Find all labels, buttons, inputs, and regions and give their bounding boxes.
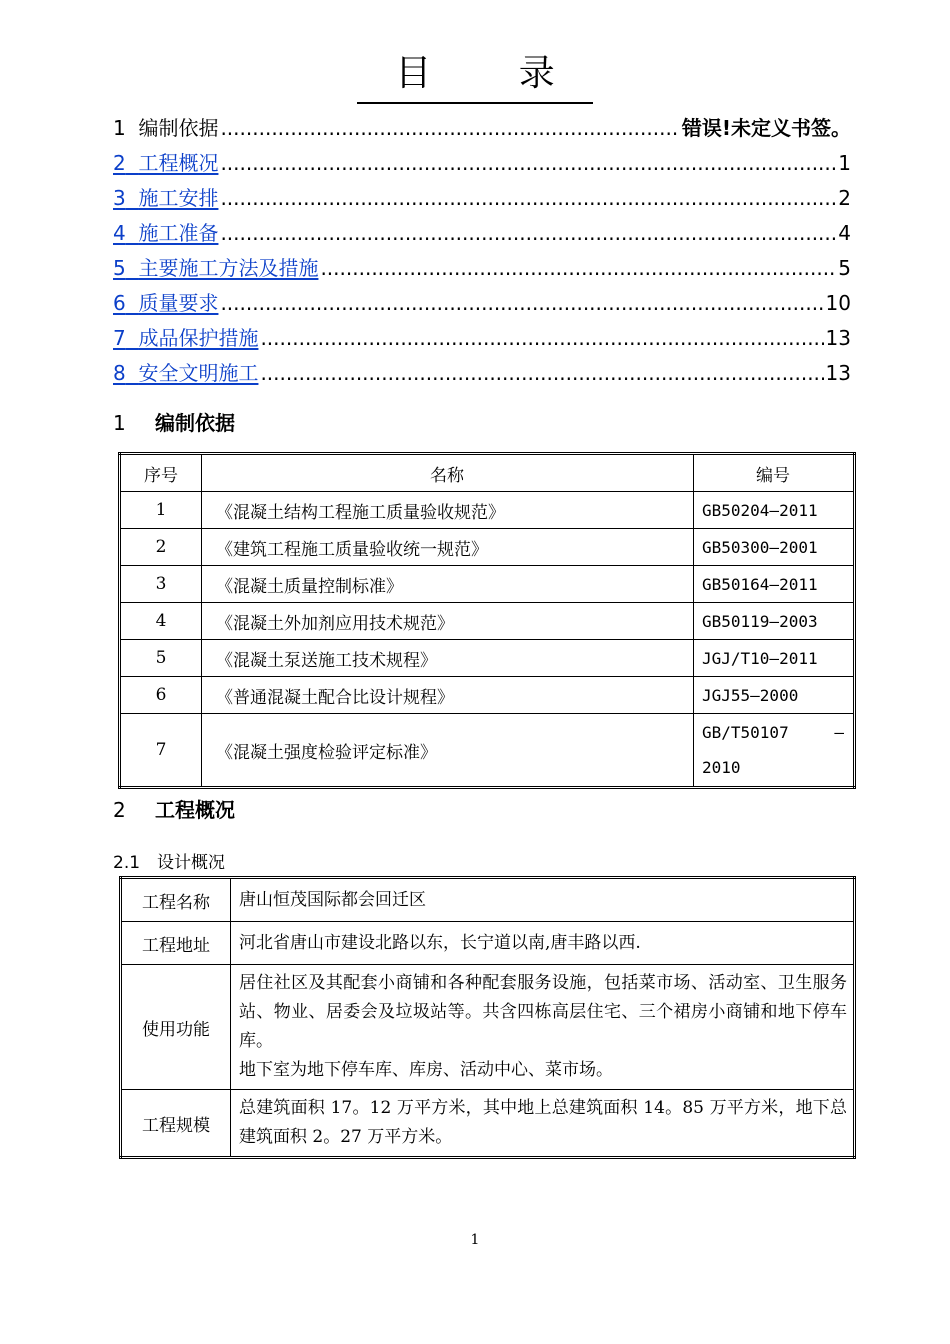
row-num: 3 <box>120 566 202 603</box>
toc-entry-link[interactable]: 8 安全文明施工 <box>113 361 259 385</box>
row-code-line: GB/T50107 — <box>702 723 844 742</box>
project-address-value: 河北省唐山市建设北路以东，长宁道以南,唐丰路以西. <box>231 922 855 965</box>
toc-dot-leader <box>220 151 836 175</box>
toc-entry[interactable] <box>113 217 851 252</box>
table-row <box>121 922 855 965</box>
project-name-label: 工程名称 <box>121 878 231 922</box>
toc-dot-leader <box>220 186 836 210</box>
reference-standards-table <box>118 452 856 789</box>
project-overview-table <box>119 876 856 1159</box>
table-row <box>121 1090 855 1158</box>
table-row <box>120 566 855 603</box>
row-code-line: 2010 <box>702 758 741 777</box>
table-header-row <box>120 454 855 492</box>
row-code: GB50204—2011 <box>694 492 855 529</box>
toc-entry-page: 4 <box>838 221 851 245</box>
usage-paragraph: 居住社区及其配套小商铺和各种配套服务设施，包括菜市场、活动室、卫生服务站、物业、居委会及垃圾站等。共含四栋高层住宅、三个裙房小商铺和地下停车库。 <box>239 973 847 1051</box>
subsection-heading-2-1: 2.1 设计概况 <box>113 853 225 873</box>
row-name: 《混凝土外加剂应用技术规范》 <box>202 603 694 640</box>
row-code: GB50300—2001 <box>694 529 855 566</box>
section-heading-2: 2 工程概况 <box>113 798 235 822</box>
toc-entry[interactable] <box>113 147 851 182</box>
toc-entry-page: 2 <box>838 186 851 210</box>
toc-entry[interactable] <box>113 322 851 357</box>
page-number: 1 <box>470 1232 480 1248</box>
section-heading-1: 1 编制依据 <box>113 411 235 435</box>
toc-dot-leader <box>220 116 679 140</box>
project-usage-value <box>231 965 855 1090</box>
row-code <box>694 714 855 788</box>
toc-entry-label: 1 编制依据 <box>113 116 219 140</box>
project-scale-label: 工程规模 <box>121 1090 231 1158</box>
row-num: 5 <box>120 640 202 677</box>
toc-entry-page: 13 <box>825 326 851 350</box>
toc-dot-leader <box>260 361 823 385</box>
row-name: 《混凝土强度检验评定标准》 <box>202 714 694 788</box>
table-row <box>120 529 855 566</box>
table-row <box>120 603 855 640</box>
row-code: JGJ55—2000 <box>694 677 855 714</box>
row-num: 1 <box>120 492 202 529</box>
toc-dot-leader <box>220 291 823 315</box>
toc-entry-page: 13 <box>825 361 851 385</box>
row-num: 2 <box>120 529 202 566</box>
usage-paragraph: 地下室为地下停车库、库房、活动中心、菜市场。 <box>239 1060 613 1080</box>
toc-entry-page: 10 <box>825 291 851 315</box>
page-title-wrap <box>0 52 950 104</box>
row-name: 《混凝土结构工程施工质量验收规范》 <box>202 492 694 529</box>
project-address-label: 工程地址 <box>121 922 231 965</box>
row-num: 7 <box>120 714 202 788</box>
toc-entry-link[interactable]: 7 成品保护措施 <box>113 326 259 350</box>
toc-entry-page: 错误!未定义书签。 <box>681 116 851 140</box>
table-row <box>121 965 855 1090</box>
toc-entry[interactable] <box>113 357 851 392</box>
table-row <box>121 878 855 922</box>
toc-dot-leader <box>220 221 836 245</box>
toc-entry[interactable] <box>113 182 851 217</box>
table-of-contents <box>113 112 851 392</box>
table-row <box>120 677 855 714</box>
row-name: 《普通混凝土配合比设计规程》 <box>202 677 694 714</box>
toc-entry <box>113 112 851 147</box>
row-code: GB50119—2003 <box>694 603 855 640</box>
row-name: 《建筑工程施工质量验收统一规范》 <box>202 529 694 566</box>
page-title: 目 录 <box>357 52 592 104</box>
row-num: 4 <box>120 603 202 640</box>
row-code: JGJ/T10—2011 <box>694 640 855 677</box>
project-name-value: 唐山恒茂国际都会回迁区 <box>231 878 855 922</box>
toc-entry-link[interactable]: 5 主要施工方法及措施 <box>113 256 319 280</box>
toc-entry-link[interactable]: 6 质量要求 <box>113 291 219 315</box>
table-row <box>120 714 855 788</box>
toc-entry-link[interactable]: 2 工程概况 <box>113 151 219 175</box>
project-usage-label: 使用功能 <box>121 965 231 1090</box>
toc-entry-link[interactable]: 4 施工准备 <box>113 221 219 245</box>
toc-entry[interactable] <box>113 287 851 322</box>
row-name: 《混凝土泵送施工技术规程》 <box>202 640 694 677</box>
toc-entry-page: 5 <box>838 256 851 280</box>
project-scale-value: 总建筑面积 17。12 万平方米，其中地上总建筑面积 14。85 万平方米，地下总建筑面积 2。27 万平方米。 <box>231 1090 855 1158</box>
toc-entry-link[interactable]: 3 施工安排 <box>113 186 219 210</box>
row-num: 6 <box>120 677 202 714</box>
row-name: 《混凝土质量控制标准》 <box>202 566 694 603</box>
toc-dot-leader <box>320 256 836 280</box>
header-name: 名称 <box>202 454 694 492</box>
toc-dot-leader <box>260 326 823 350</box>
toc-entry-page: 1 <box>838 151 851 175</box>
toc-entry[interactable] <box>113 252 851 287</box>
table-row <box>120 640 855 677</box>
row-code: GB50164—2011 <box>694 566 855 603</box>
table-row <box>120 492 855 529</box>
row-code-wrapped <box>702 715 852 785</box>
header-code: 编号 <box>694 454 855 492</box>
header-num: 序号 <box>120 454 202 492</box>
